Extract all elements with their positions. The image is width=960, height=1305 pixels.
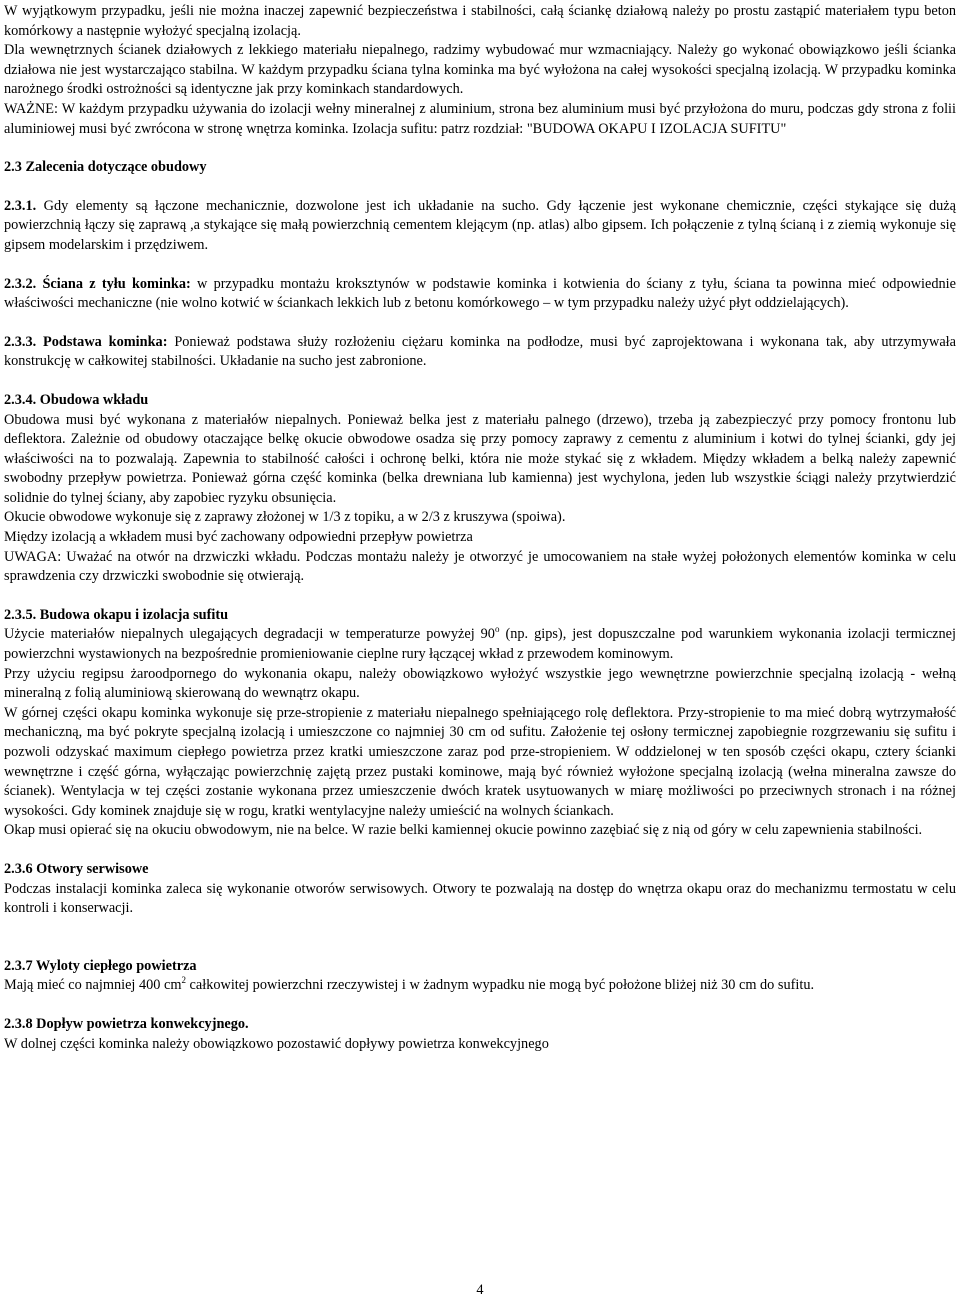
subsection-text: Ponieważ podstawa służy rozłożeniu ciężaru kominka na podłodze, musi być zaprojektowana i wykonana tak, aby utrzymywała konstrukcję w całkowitej stabilności. Układanie na sucho jest zabronione. <box>4 333 956 370</box>
subsection-number: 2.3.7 <box>4 957 33 974</box>
subsection-2-3-1 <box>4 197 956 256</box>
subsection-number: 2.3.2. <box>4 275 37 292</box>
subsection-number: 2.3.6 <box>4 860 33 877</box>
subsection-title: Podstawa kominka: <box>36 333 168 350</box>
subsection-title: Wyloty ciepłego powietrza <box>32 957 197 974</box>
text-run: Mają mieć co najmniej 400 cm <box>4 977 182 994</box>
subsection-2-3-4-heading <box>4 391 956 411</box>
subsection-2-3-6-paragraph: Podczas instalacji kominka zaleca się wykonanie otworów serwisowych. Otwory te pozwalają na dostęp do wnętrza okapu oraz do mechanizmu termostatu w celu kontroli i konserwacji. <box>4 880 956 917</box>
subsection-2-3-7-paragraph <box>4 976 956 996</box>
text-run: (np. gips), jest dopuszczalne pod warunkiem wykonania izolacji termicznej powierzchni wystawionych na bezpośrednie promieniowanie cieplne rury łączącej wkład z przewodem kominowym. <box>4 626 956 663</box>
subsection-2-3-2 <box>4 275 956 314</box>
subsection-number: 2.3.5. <box>4 606 37 623</box>
text-run: całkowitej powierzchni rzeczywistej i w żadnym wypadku nie mogą być położone bliżej niż 30 cm do sufitu. <box>185 977 815 994</box>
subsection-2-3-7-heading <box>4 957 956 977</box>
subsection-text: w przypadku montażu kroksztynów w podstawie kominka i kotwienia do ściany z tyłu, ściana ta powinna mieć odpowiednie właściwości mechaniczne (nie wolno kotwić w ściankach lekkich lub z betonu komórkowego – w tym przypadku należy użyć płyt oddzielających). <box>4 275 956 312</box>
subsection-number: 2.3.4. <box>4 391 37 408</box>
intro-paragraph-1: W wyjątkowym przypadku, jeśli nie można inaczej zapewnić bezpieczeństwa i stabilności, całą ściankę działową należy po prostu zastąpić materiałem typu beton komórkowy a następnie wyłożyć specjalną izolacją. <box>4 3 956 39</box>
intro-paragraph-2: Dla wewnętrznych ścianek działowych z lekkiego materiału niepalnego, radzimy wybudować mur wzmacniający. Należy go wykonać obowiązkowo jeśli ścianka działowa nie jest wystarczająco stabilna. W każdym przypadku ściana tylna kominka ma być wyłożona na całej wysokości specjalną izolacją. W przypadku kominka narożnego środki ostrożności są identyczne jak przy kominkach standardowych. <box>4 42 956 98</box>
subsection-2-3-5-paragraph-2: Przy użyciu regipsu żaroodpornego do wykonania okapu, należy obowiązkowo wyłożyć wszystkie jego wewnętrzne powierzchnie specjalną izolacją - wełną mineralną z folią aluminiową skierowaną do wewnątrz okapu. <box>4 665 956 702</box>
subsection-number: 2.3.1. <box>4 197 37 214</box>
subsection-2-3-4-paragraph-3: Między izolacją a wkładem musi być zachowany odpowiedni przepływ powietrza <box>4 529 473 546</box>
subsection-2-3-5-paragraph-1 <box>4 625 956 664</box>
subsection-2-3-8-heading <box>4 1015 956 1035</box>
squared-superscript: 2 <box>181 975 186 986</box>
text-run: Użycie materiałów niepalnych ulegających degradacji w temperaturze powyżej 90 <box>4 626 495 643</box>
subsection-text: Gdy elementy są łączone mechanicznie, dozwolone jest ich układanie na sucho. Gdy łączenie jest wykonane chemicznie, części stykające się dużą powierzchnią łączy się zaprawą ,a stykające się małą powierzchnią cementem klejącym (np. atlas) albo gipsem. Ich połączenie z tylną ścianą i z ziemią wykonuje się gipsem modelarskim i przędziwem. <box>4 197 956 253</box>
subsection-2-3-4-paragraph-2: Okucie obwodowe wykonuje się z zaprawy złożonej w 1/3 z topiku, a w 2/3 z kruszywa (spoiwa). <box>4 509 566 526</box>
subsection-2-3-4-paragraph-4: UWAGA: Uważać na otwór na drzwiczki wkładu. Podczas montażu należy je otworzyć je umocowaniem na stałe wyżej położonych elementów kominka w celu sprawdzenia czy drzwiczki swobodnie się otwierają. <box>4 548 956 585</box>
subsection-title: Dopływ powietrza konwekcyjnego. <box>32 1015 249 1032</box>
page-number: 4 <box>476 1282 484 1298</box>
subsection-title: Obudowa wkładu <box>36 391 149 408</box>
subsection-title: Otwory serwisowe <box>32 860 149 877</box>
subsection-2-3-5-paragraph-4: Okap musi opierać się na okuciu obwodowym, nie na belce. W razie belki kamiennej okucie powinno zazębiać się z nią od góry w celu zapewnienia stabilności. <box>4 822 923 839</box>
subsection-2-3-6-heading <box>4 860 956 880</box>
intro-warning-paragraph: WAŻNE: W każdym przypadku używania do izolacji wełny mineralnej z aluminium, strona bez aluminium musi być przyłożona do muru, podczas gdy strona z folii aluminiowej musi być zwrócona w stronę wnętrza kominka. Izolacja sufitu: patrz rozdział: "BUDOWA OKAPU I IZOLACJA SUFITU" <box>4 100 956 137</box>
subsection-2-3-5-paragraph-3: W górnej części okapu kominka wykonuje się prze-stropienie z materiału niepalnego spełniającego rolę deflektora. Przy-stropienie to ma mieć dobrą wytrzymałość mechaniczną, ma być pokryte specjalną izolacją i umieszczone co najmniej 30 cm od sufitu. Założenie tej osłony termicznej zapobiegnie rozgrzewaniu się sufitu i pozwoli odzyskać maximum ciepłego powietrza przez kratki umieszczone zaraz pod prze-stropieniem. W oddzielonej w ten sposób części okapu, cztery ścianki wewnętrzne i część górna, wyłączając powierzchnię zajętą przez pustaki kominowe, mają być również wyłożone specjalną izolacją (wełna mineralna zawsze do ścianek). Wentylacja w tej części zostanie wykonana przez umieszczenie dwóch kratek usytuowanych w miarę możliwości po przeciwnych stronach i na różnej wysokości. Gdy kominek znajduje się w rogu, kratki wentylacyjne należy umieścić na wolnych ściankach. <box>4 704 956 819</box>
degree-superscript: o <box>494 624 500 635</box>
subsection-2-3-8-paragraph: W dolnej części kominka należy obowiązkowo pozostawić dopływy powietrza konwekcyjnego <box>4 1035 549 1052</box>
subsection-2-3-3 <box>4 333 956 372</box>
subsection-2-3-4-paragraph-1: Obudowa musi być wykonana z materiałów niepalnych. Ponieważ belka jest z materiału palnego (drzewo), trzeba ją zabezpieczyć przy pomocy frontonu lub deflektora. Zależnie od obudowy otaczające belkę okucie obwodowe osadza się przy pomocy zaprawy z cementu z aluminium i kotwi do tylnej ścianki, gdy jej właściwości na to pozwalają. Zapewnia to stabilność całości i ochronę belki, która nie może stykać się z wkładem. Między wkładem a belką należy zapewnić swobodny przepływ powietrza. Ponieważ górna część kominka (belka drewniana lub kamienna) jest wychylona, jeden lub wszystkie ściągi należy przytwierdzić solidnie do tylnej ściany, aby zapobiec ryzyku obsunięcia. <box>4 411 956 506</box>
subsection-title: Ściana z tyłu kominka: <box>36 275 191 292</box>
subsection-number: 2.3.8 <box>4 1015 33 1032</box>
subsection-2-3-5-heading <box>4 606 956 626</box>
subsection-number: 2.3.3. <box>4 333 37 350</box>
section-heading: 2.3 Zalecenia dotyczące obudowy <box>4 159 207 176</box>
subsection-title: Budowa okapu i izolacja sufitu <box>36 606 229 623</box>
